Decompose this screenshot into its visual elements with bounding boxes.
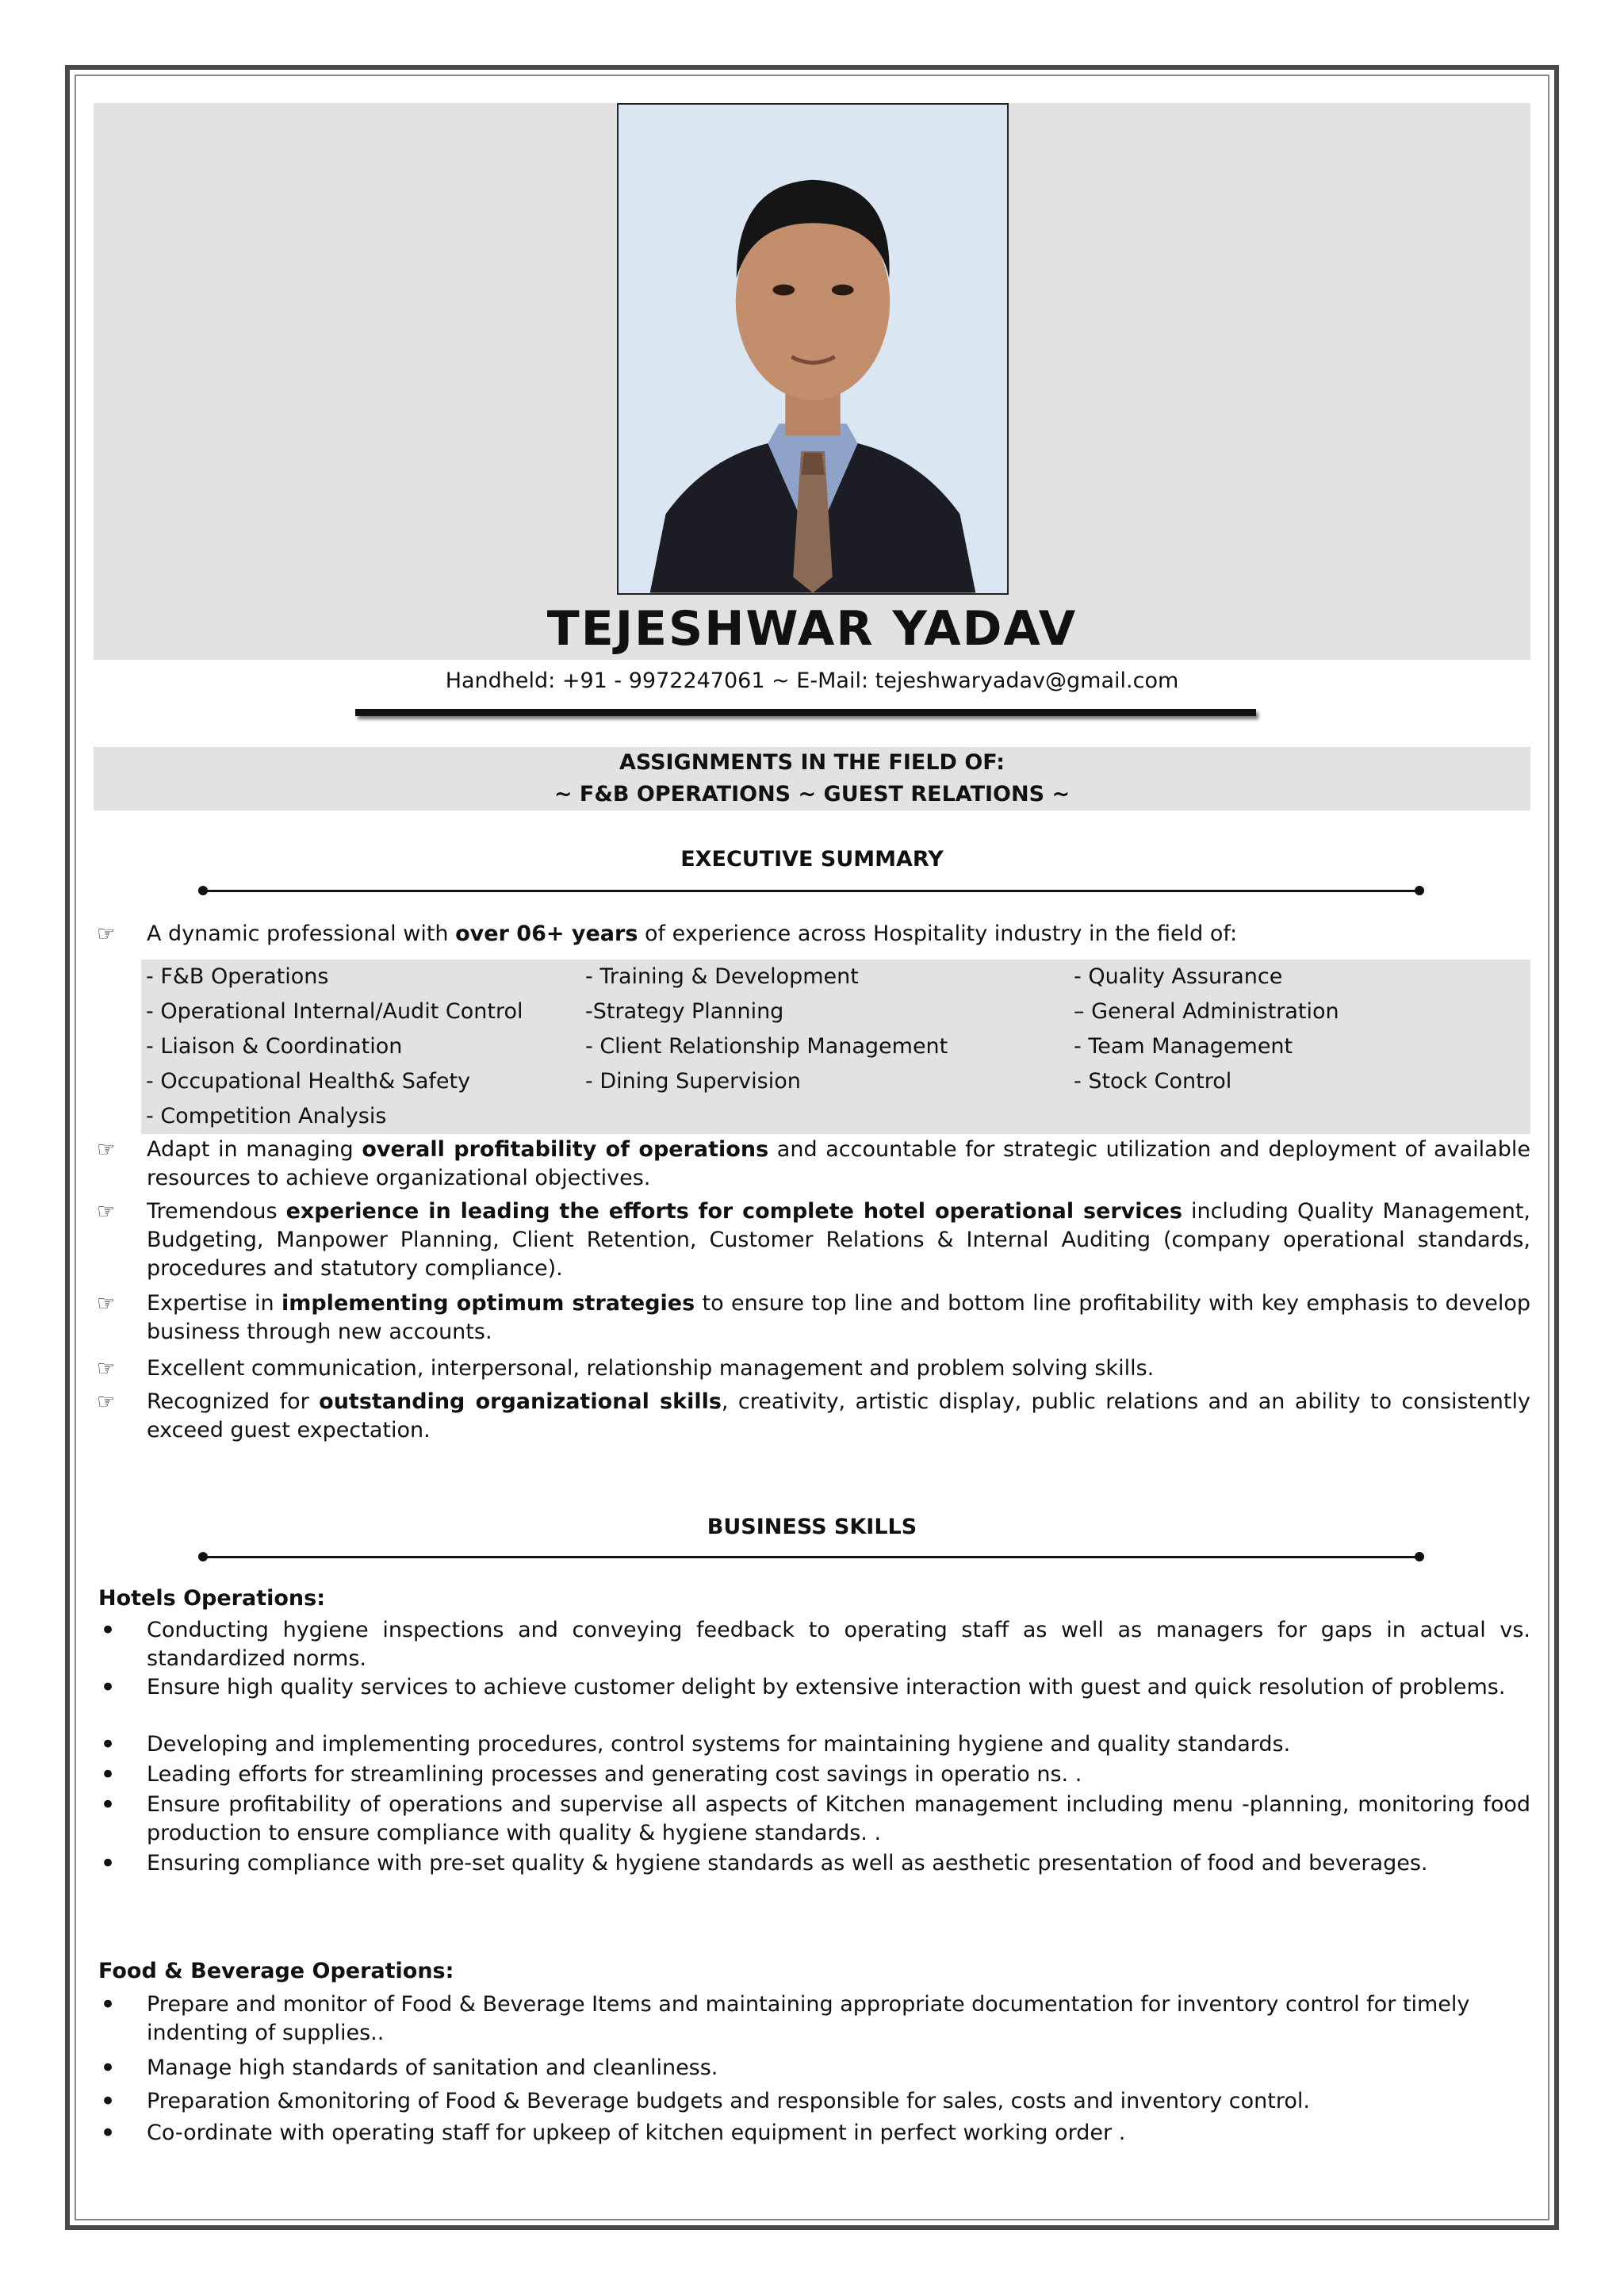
fb-item-text: Manage high standards of sanitation and cleanliness. bbox=[147, 2056, 718, 2080]
skill-item: - F&B Operations bbox=[146, 964, 329, 989]
point-text-end: , creativity, artistic display, public relations and an ability to consistently exceed guest expectation. bbox=[147, 1389, 1530, 1443]
hotels-item bbox=[94, 1673, 1530, 1702]
skill-item: - Liaison & Coordination bbox=[146, 1034, 403, 1059]
point-text-end: and accountable for strategic utilization and deployment of available resources to achieve organizational objectives. bbox=[147, 1137, 1530, 1190]
assignments-band bbox=[94, 747, 1530, 810]
business-skills-title: BUSINESS SKILLS bbox=[707, 1515, 917, 1539]
bullet-dot-icon: • bbox=[100, 1848, 117, 1879]
bullet-dot-icon: • bbox=[100, 2117, 117, 2149]
hotels-item bbox=[94, 1761, 1530, 1789]
hotels-item bbox=[94, 1616, 1530, 1673]
bullet-dot-icon: • bbox=[100, 1989, 117, 2021]
bullet-dot-icon: • bbox=[100, 1759, 117, 1791]
hotels-operations-heading: Hotels Operations: bbox=[98, 1586, 326, 1611]
intro-text-end: of experience across Hospitality industry in the field of: bbox=[638, 921, 1238, 946]
summary-point bbox=[94, 1289, 1530, 1347]
skill-item: -Strategy Planning bbox=[585, 999, 784, 1024]
assignments-line-2: ~ F&B OPERATIONS ~ GUEST RELATIONS ~ bbox=[553, 782, 1071, 807]
point-text-end: to ensure top line and bottom line profitability with key emphasis to develop business through new accounts. bbox=[147, 1291, 1530, 1344]
summary-point bbox=[94, 1197, 1530, 1283]
hand-pointer-icon: ☞ bbox=[97, 1200, 116, 1224]
fb-item bbox=[94, 2087, 1530, 2116]
skill-item: - Quality Assurance bbox=[1074, 964, 1283, 989]
skill-item: - Dining Supervision bbox=[585, 1069, 801, 1094]
intro-text: A dynamic professional with bbox=[147, 921, 456, 946]
point-text-end: including Quality Management, Budgeting, Manpower Planning, Client Retention, Customer Relations & Internal Auditing (company operational standards, procedures and statutory compliance). bbox=[147, 1199, 1530, 1281]
bullet-dot-icon: • bbox=[100, 1672, 117, 1703]
summary-point bbox=[94, 1354, 1530, 1383]
hotels-item-text: Developing and implementing procedures, control systems for maintaining hygiene and quality standards. bbox=[147, 1732, 1291, 1757]
point-text: Excellent communication, interpersonal, relationship management and problem solving skills. bbox=[147, 1356, 1155, 1381]
skill-item: – General Administration bbox=[1074, 999, 1339, 1024]
fb-item-text: Co-ordinate with operating staff for upkeep of kitchen equipment in perfect working order . bbox=[147, 2121, 1126, 2145]
summary-intro bbox=[94, 920, 1530, 948]
fb-item bbox=[94, 2119, 1530, 2147]
fb-item-text: Prepare and monitor of Food & Beverage Items and maintaining appropriate documentation for inventory control for timely indenting of supplies.. bbox=[147, 1992, 1470, 2045]
skill-item: - Team Management bbox=[1074, 1034, 1293, 1059]
bullet-dot-icon: • bbox=[100, 1615, 117, 1646]
hotels-item-text: Ensure high quality services to achieve customer delight by extensive interaction with guest and quick resolution of problems. bbox=[147, 1675, 1506, 1699]
point-bold: experience in leading the efforts for complete hotel operational services bbox=[285, 1199, 1182, 1224]
fb-item bbox=[94, 1990, 1530, 2048]
summary-point bbox=[94, 1388, 1530, 1445]
hotels-item bbox=[94, 1849, 1530, 1878]
hand-pointer-icon: ☞ bbox=[97, 1292, 116, 1316]
point-text: Expertise in bbox=[147, 1291, 282, 1316]
summary-point bbox=[94, 1136, 1530, 1193]
fb-item-text: Preparation &monitoring of Food & Beverage budgets and responsible for sales, costs and inventory control. bbox=[147, 2089, 1310, 2113]
bullet-dot-icon: • bbox=[100, 2052, 117, 2084]
skills-grid bbox=[141, 960, 1530, 1134]
header-divider bbox=[355, 709, 1256, 716]
hand-pointer-icon: ☞ bbox=[97, 1138, 116, 1162]
skill-item: - Competition Analysis bbox=[146, 1104, 387, 1128]
hotels-item bbox=[94, 1791, 1530, 1848]
skill-item: - Operational Internal/Audit Control bbox=[146, 999, 523, 1024]
point-text: Adapt in managing bbox=[147, 1137, 362, 1162]
hotels-item bbox=[94, 1730, 1530, 1759]
bullet-dot-icon: • bbox=[100, 1789, 117, 1821]
hotels-item-text: Leading efforts for streamlining processes and generating cost savings in operatio ns. . bbox=[147, 1762, 1082, 1787]
hotels-item-text: Ensuring compliance with pre-set quality & hygiene standards as well as aesthetic presentation of food and beverages. bbox=[147, 1851, 1428, 1875]
hotels-item-text: Conducting hygiene inspections and conveying feedback to operating staff as well as managers for gaps in actual vs. standardized norms. bbox=[147, 1618, 1530, 1671]
point-text: Tremendous bbox=[147, 1199, 286, 1224]
food-beverage-heading: Food & Beverage Operations: bbox=[98, 1959, 454, 1983]
executive-summary-title: EXECUTIVE SUMMARY bbox=[680, 847, 944, 872]
hand-pointer-icon: ☞ bbox=[97, 1357, 116, 1381]
skill-item: - Stock Control bbox=[1074, 1069, 1232, 1094]
point-bold: overall profitability of operations bbox=[362, 1137, 769, 1162]
assignments-line-1: ASSIGNMENTS IN THE FIELD OF: bbox=[619, 750, 1005, 775]
point-bold: implementing optimum strategies bbox=[281, 1291, 695, 1316]
point-bold: outstanding organizational skills bbox=[319, 1389, 722, 1414]
point-text: Recognized for bbox=[147, 1389, 320, 1414]
section-divider bbox=[203, 890, 1419, 892]
hotels-item-text: Ensure profitability of operations and supervise all aspects of Kitchen management including menu -planning, monitoring food production to ensure compliance with quality & hygiene standards. . bbox=[147, 1792, 1530, 1845]
hand-pointer-icon: ☞ bbox=[97, 1390, 116, 1414]
hand-pointer-icon: ☞ bbox=[97, 922, 116, 946]
profile-photo bbox=[617, 103, 1009, 595]
bullet-dot-icon: • bbox=[100, 2086, 117, 2117]
intro-bold: over 06+ years bbox=[455, 921, 638, 946]
skill-item: - Occupational Health& Safety bbox=[146, 1069, 471, 1094]
contact-info: Handheld: +91 - 9972247061 ~ E-Mail: tejeshwaryadav@gmail.com bbox=[445, 669, 1179, 693]
skill-item: - Training & Development bbox=[585, 964, 859, 989]
fb-item bbox=[94, 2054, 1530, 2082]
bullet-dot-icon: • bbox=[100, 1729, 117, 1761]
section-divider bbox=[203, 1556, 1419, 1558]
candidate-name: TEJESHWAR YADAV bbox=[546, 601, 1078, 657]
skill-item: - Client Relationship Management bbox=[585, 1034, 948, 1059]
